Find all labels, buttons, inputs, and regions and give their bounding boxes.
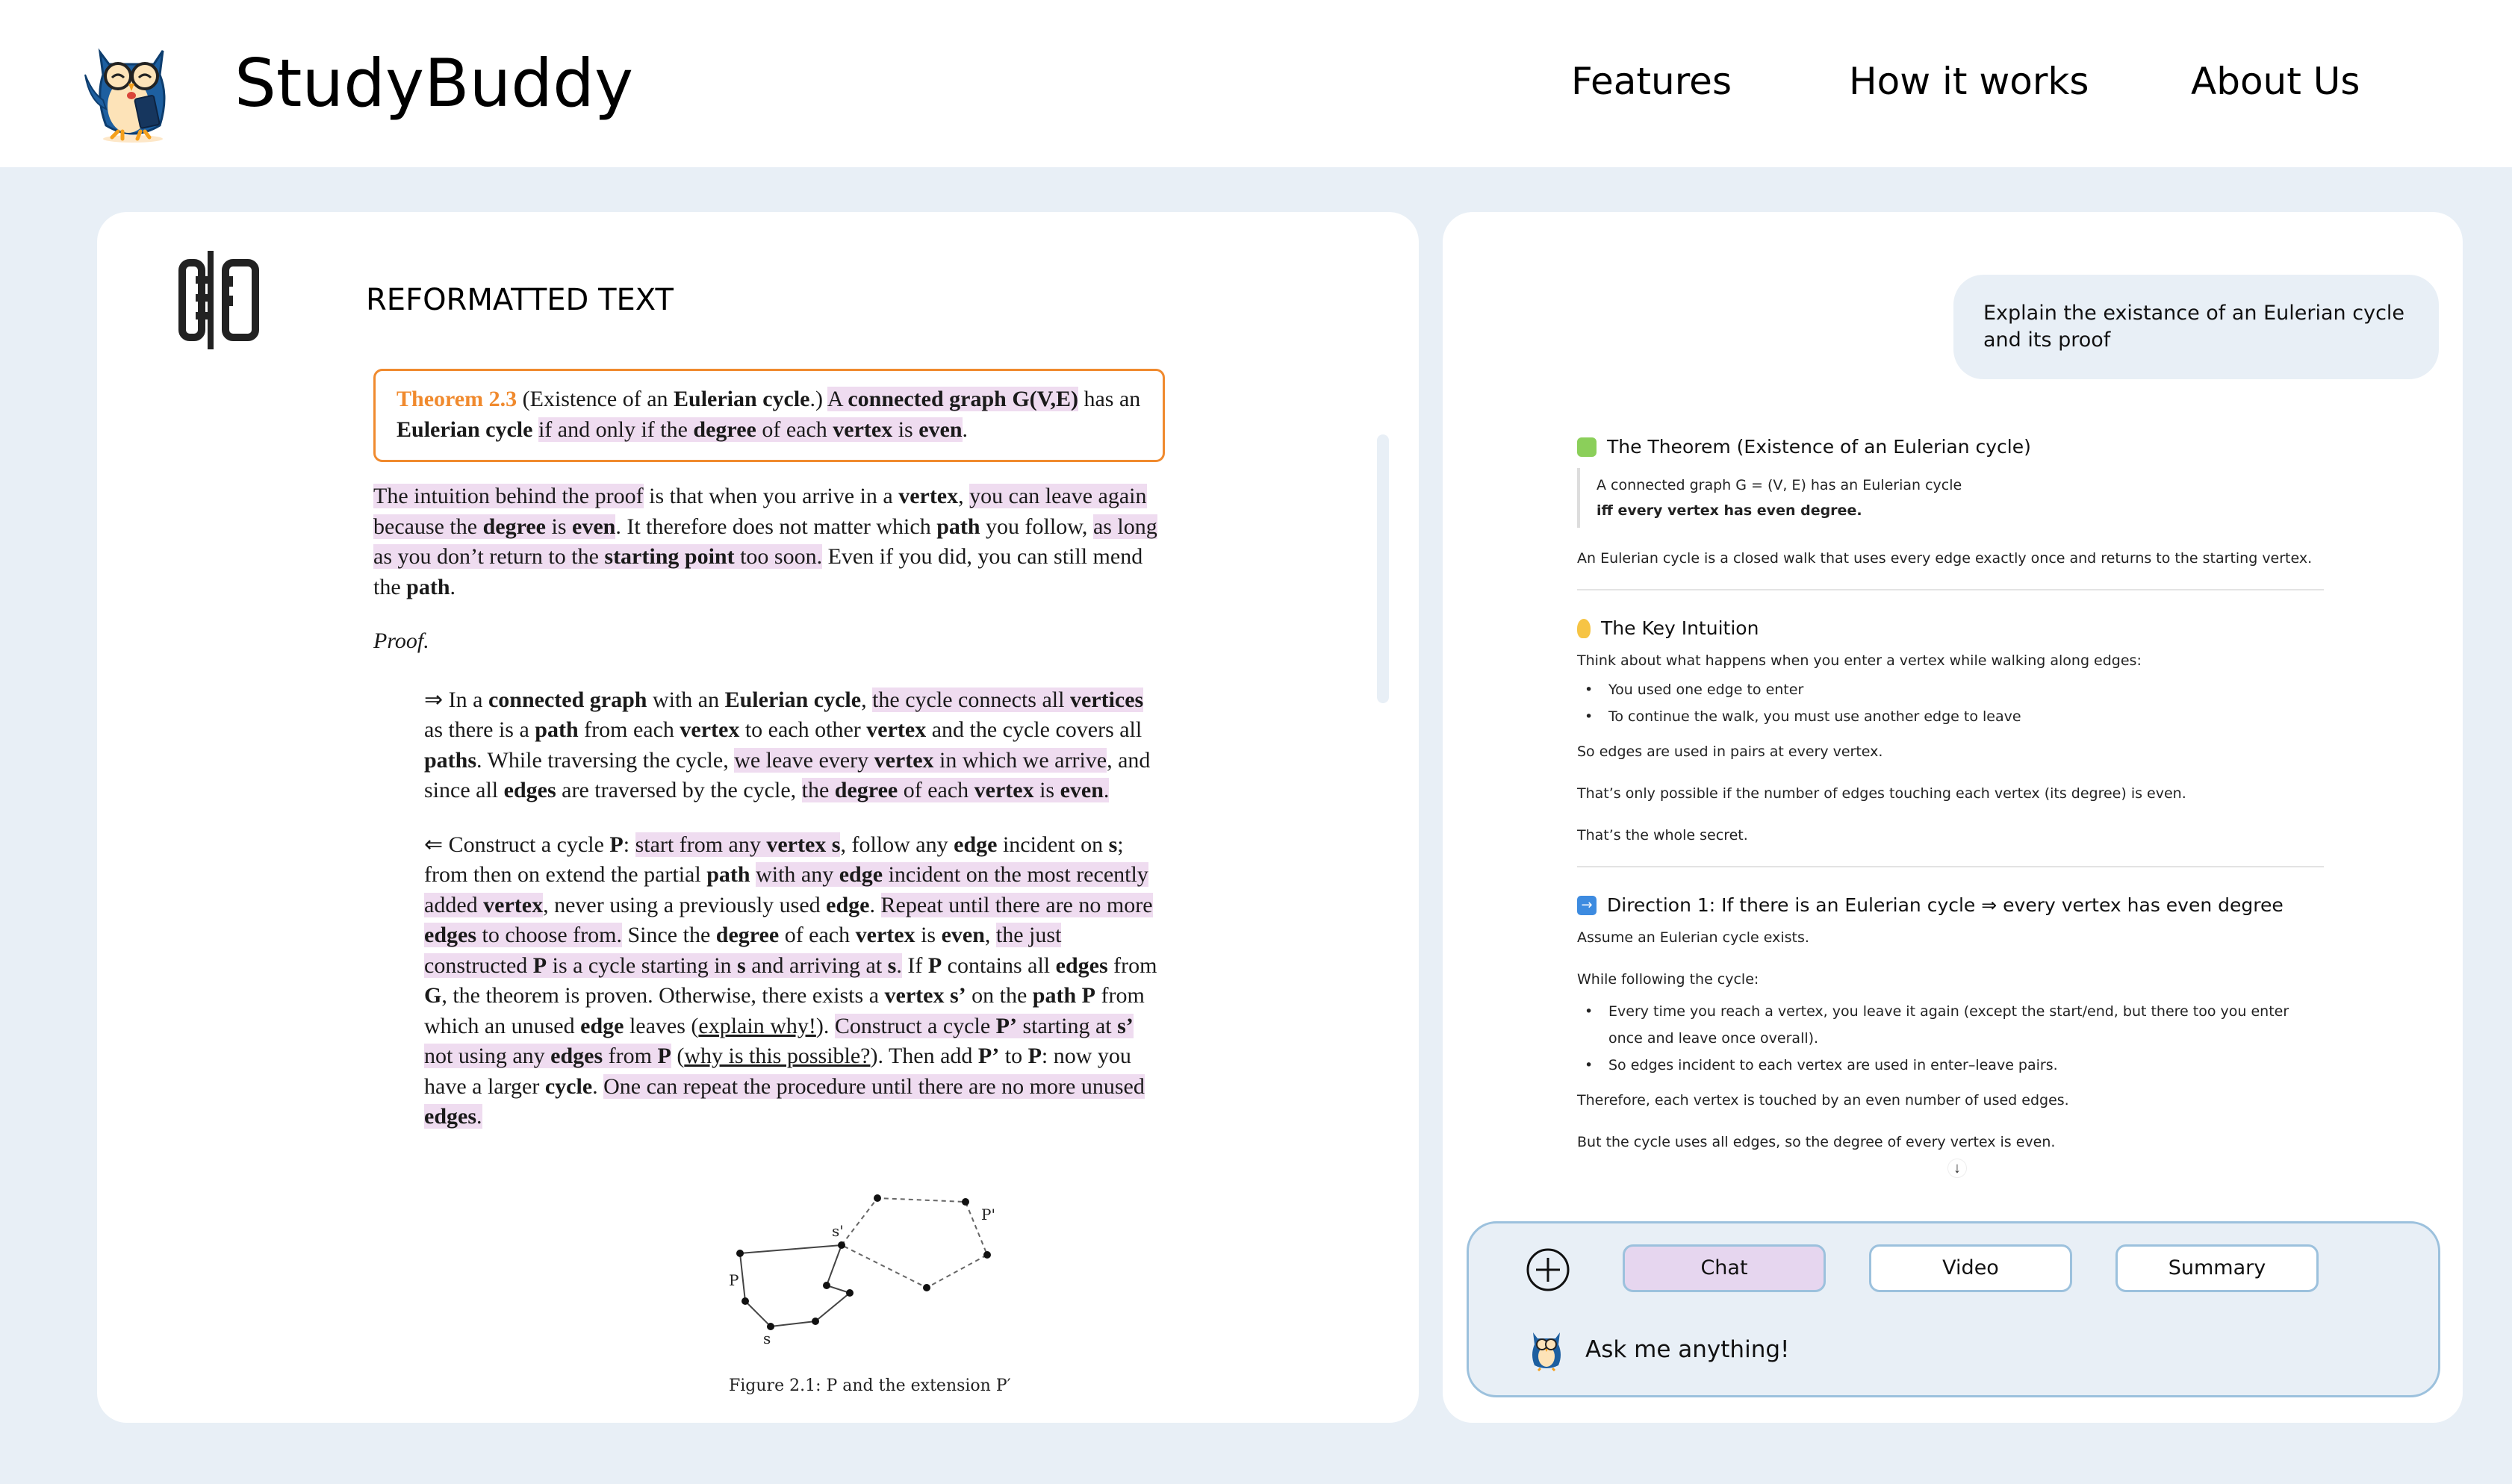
direction1-list xyxy=(1577,998,2324,1079)
ask-input[interactable] xyxy=(1585,1328,2332,1371)
user-message-bubble: Explain the existance of an Eulerian cycle and its proof xyxy=(1953,275,2439,379)
definition-text: An Eulerian cycle is a closed walk that uses every edge exactly once and returns to the starting vertex. xyxy=(1577,550,2313,567)
nav-features[interactable]: Features xyxy=(1571,60,1732,103)
scroll-down-arrow-icon[interactable]: ↓ xyxy=(1947,1159,1967,1178)
list-item: • So edges incident to each vertex are used in enter–leave pairs. xyxy=(1577,1052,2324,1079)
section-heading-intuition: The Key Intuition xyxy=(1577,617,2324,639)
theorem-box xyxy=(373,369,1165,462)
chat-composer xyxy=(1467,1221,2440,1397)
section-divider xyxy=(1577,866,2324,867)
therefore-text: Therefore, each vertex is touched by an even number of used edges. xyxy=(1577,1092,2069,1109)
theorem-quote: A connected graph G = (V, E) has an Eulerian cycle iff every vertex has even degree. xyxy=(1577,468,2324,528)
panel-title: REFORMATTED TEXT xyxy=(366,283,674,317)
owl-logo-icon[interactable] xyxy=(79,37,184,143)
assistant-answer xyxy=(1577,436,2324,1173)
proof-forward-direction: ⇒ In a connected graph with an Eulerian cycle, the cycle connects all vertices as there is a path from each vertex to each other vertex and the cycle covers all paths. While traversing the cycle, we leave every vertex in which we arrive, and since all edges are traversed by the cycle, the degree of each vertex is even. xyxy=(424,687,1151,802)
why-possible-link[interactable]: why is this possible? xyxy=(684,1044,871,1068)
secret-text: That’s the whole secret. xyxy=(1577,827,1748,844)
while-following-text: While following the cycle: xyxy=(1577,971,1759,988)
proof-backward-direction: ⇐ Construct a cycle P: start from any vertex s, follow any edge incident on s; from then on extend the partial path with any edge incident on the most recently added vertex, never using a previously used edge. Repeat until there are no more edges to choose from. Since the degree of each vertex is even, the just constructed P is a cycle starting in s and arriving at s. If P contains all edges from G, the theorem is proven. Otherwise, there exists a vertex s’ on the path P from which an unused edge leaves (explain why!). Construct a cycle P’ starting at s’ not using any edges from P (why is this possible?). Then add P’ to P: now you have a larger cycle. One can repeat the procedure until there are no more unused edges. xyxy=(424,832,1157,1129)
list-item: • To continue the walk, you must use another edge to leave xyxy=(1577,703,2324,730)
intuition-list xyxy=(1577,676,2324,730)
intuition-paragraph: The intuition behind the proof is that when you arrive in a vertex, you can leave again because the degree is even. It therefore does not matter which path you follow, as long as you don’t return to the starting point too soon. Even if you did, you can still mend the path. xyxy=(373,484,1157,599)
mode-video-button[interactable]: Video xyxy=(1869,1244,2072,1292)
section-heading-direction-1: → Direction 1: If there is an Eulerian cycle ⇒ every vertex has even degree xyxy=(1577,894,2324,916)
list-item: • Every time you reach a vertex, you leave it again (except the start/end, but there too you enter once and leave once overall). xyxy=(1577,998,2324,1052)
theorem-label: Theorem 2.3 xyxy=(397,387,517,411)
list-item: • You used one edge to enter xyxy=(1577,676,2324,703)
reformatted-text-panel xyxy=(97,212,1419,1423)
figure-caption: Figure 2.1: P and the extension P′ xyxy=(729,1377,1011,1395)
section-divider xyxy=(1577,589,2324,590)
nav-about-us[interactable]: About Us xyxy=(2191,60,2360,103)
pairs-text: So edges are used in pairs at every vertex. xyxy=(1577,743,1883,760)
add-plus-icon[interactable] xyxy=(1526,1247,1570,1292)
intuition-intro: Think about what happens when you enter a vertex while walking along edges: xyxy=(1577,652,2142,669)
brand-name[interactable]: StudyBuddy xyxy=(234,45,634,122)
puzzle-piece-icon xyxy=(1577,437,1597,457)
scrollbar[interactable] xyxy=(1377,434,1389,703)
section-heading-theorem: The Theorem (Existence of an Eulerian cycle) xyxy=(1577,436,2324,458)
lightbulb-icon xyxy=(1577,619,1591,638)
explain-why-link[interactable]: explain why! xyxy=(698,1013,816,1038)
assume-text: Assume an Eulerian cycle exists. xyxy=(1577,929,1809,946)
mode-summary-button[interactable]: Summary xyxy=(2115,1244,2319,1292)
chat-panel xyxy=(1443,212,2463,1423)
top-navbar xyxy=(0,0,2512,167)
figure-label-p: P xyxy=(729,1271,739,1289)
proof-label: Proof. xyxy=(373,629,429,653)
mode-chat-button[interactable]: Chat xyxy=(1623,1244,1826,1292)
theorem-text: (Existence of an Eulerian cycle.) A connected graph G(V,E) has an Eulerian cycle if and only if the degree of each vertex is even. xyxy=(397,387,1141,442)
right-arrow-icon: → xyxy=(1577,896,1597,915)
figure-label-s: s xyxy=(763,1329,771,1347)
reader-mode-icon[interactable] xyxy=(178,251,260,349)
figure-label-s-prime: s' xyxy=(832,1222,844,1240)
figure-label-p-prime: P' xyxy=(981,1206,995,1223)
only-possible-text: That’s only possible if the number of edges touching each vertex (its degree) is even. xyxy=(1577,785,2186,802)
nav-how-it-works[interactable]: How it works xyxy=(1849,60,2089,103)
reformatted-content xyxy=(373,369,1165,1156)
owl-avatar-icon xyxy=(1526,1328,1567,1371)
conclusion-text: But the cycle uses all edges, so the degree of every vertex is even. xyxy=(1577,1134,2056,1150)
